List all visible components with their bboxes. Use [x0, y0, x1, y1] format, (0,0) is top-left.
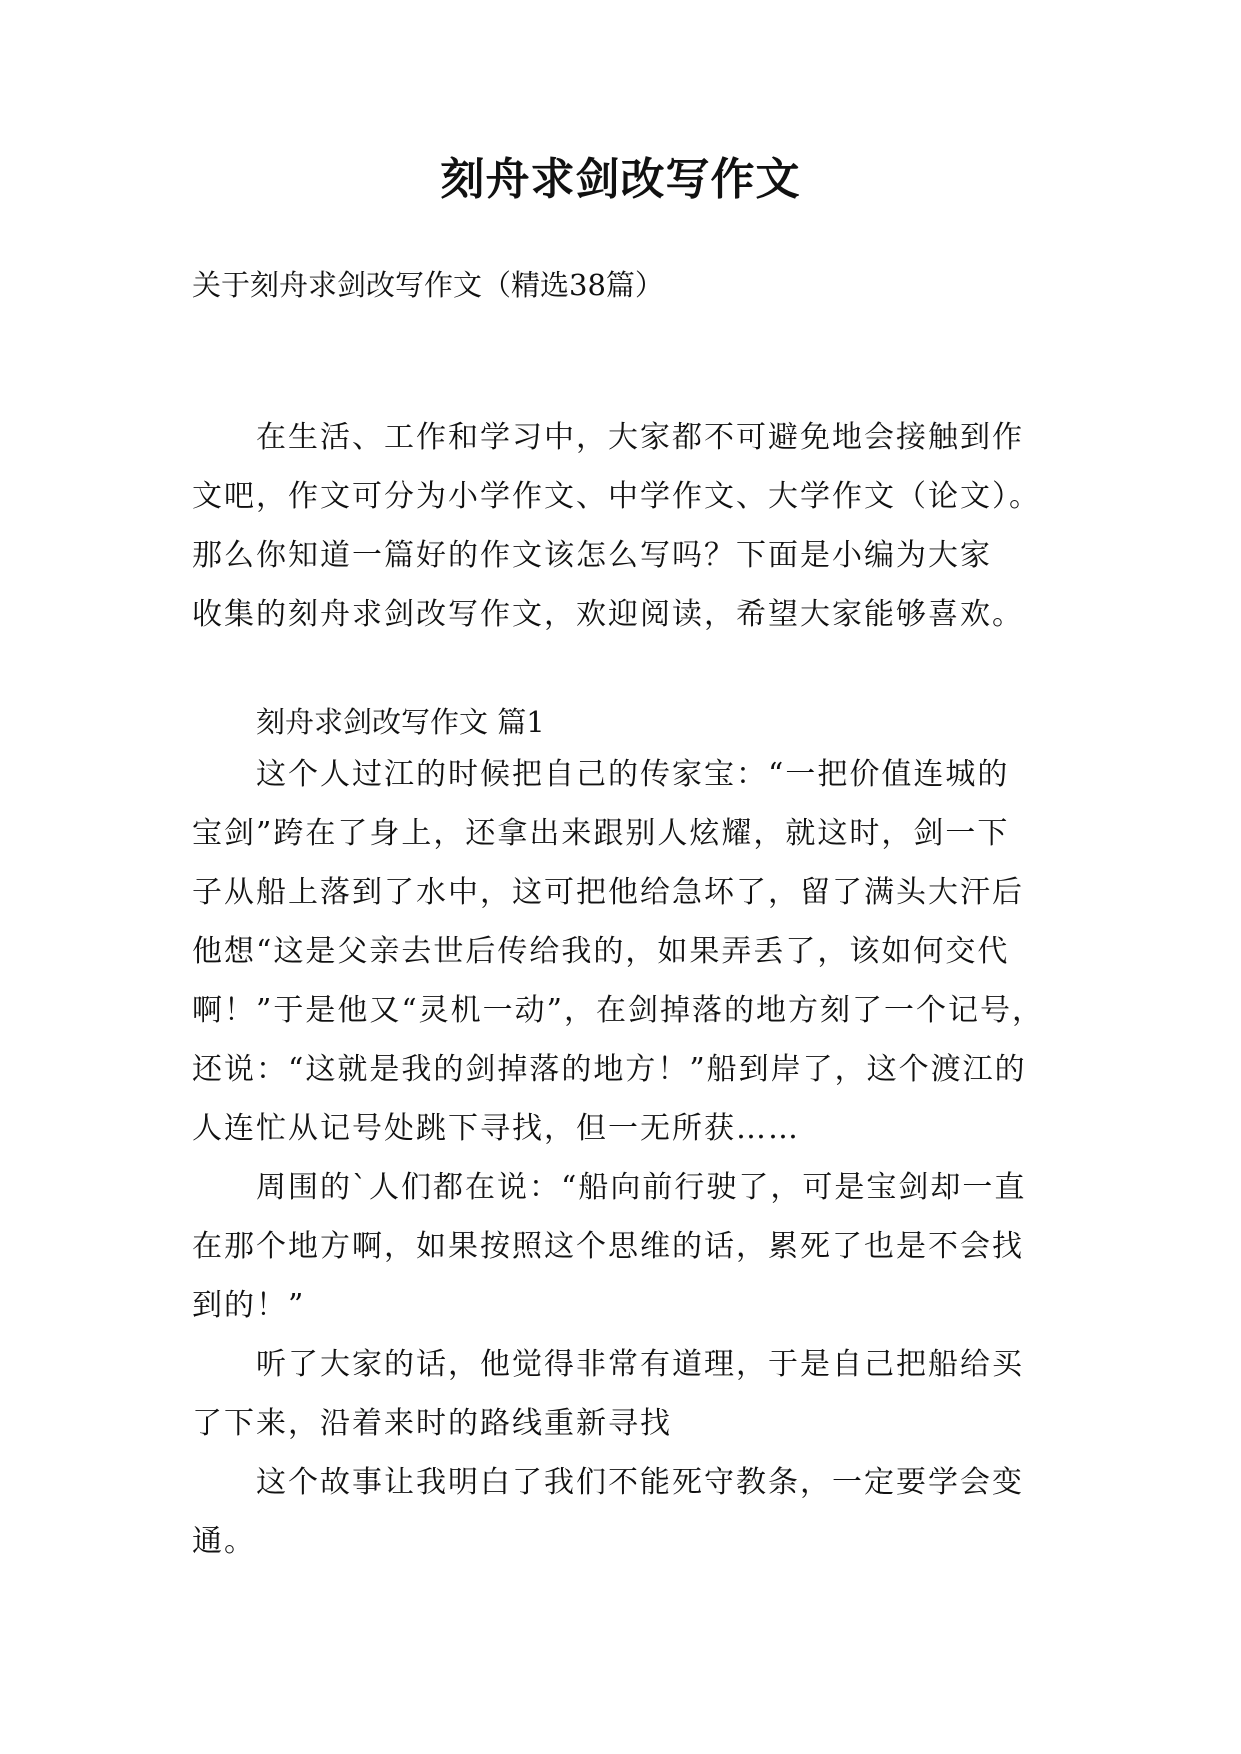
paragraph-line: 在那个地方啊，如果按照这个思维的话，累死了也是不会找: [192, 1229, 1024, 1264]
paragraph-line: 还说：“这就是我的剑掉落的地方！”船到岸了，这个渡江的: [192, 1052, 1027, 1087]
paragraph-line: 子从船上落到了水中，这可把他给急坏了，留了满头大汗后: [192, 875, 1024, 910]
document-subtitle: 关于刻舟求剑改写作文（精选38篇）: [192, 268, 664, 302]
paragraph-line: 听了大家的话，他觉得非常有道理，于是自己把船给买: [256, 1347, 1024, 1382]
paragraph-line: 啊！”于是他又“灵机一动”，在剑掉落的地方刻了一个记号，: [192, 993, 1045, 1028]
section-heading: 刻舟求剑改写作文 篇1: [256, 705, 545, 739]
paragraph-line: 收集的刻舟求剑改写作文，欢迎阅读，希望大家能够喜欢。: [192, 597, 1024, 632]
document-title: 刻舟求剑改写作文: [440, 154, 801, 205]
paragraph-line: 文吧，作文可分为小学作文、中学作文、大学作文（论文）。: [192, 479, 1041, 514]
paragraph-line: 这个故事让我明白了我们不能死守教条，一定要学会变: [256, 1465, 1024, 1500]
paragraph-line: 宝剑”跨在了身上，还拿出来跟别人炫耀，就这时，剑一下: [192, 816, 1010, 851]
paragraph-line: 他想“这是父亲去世后传给我的，如果弄丢了，该如何交代: [192, 934, 1010, 969]
paragraph-line: 通。: [192, 1524, 256, 1559]
paragraph-line: 人连忙从记号处跳下寻找，但一无所获……: [192, 1111, 800, 1146]
intro-paragraph: [192, 408, 1062, 644]
story-body: [192, 745, 1062, 1571]
paragraph-line: 在生活、工作和学习中，大家都不可避免地会接触到作: [256, 420, 1024, 455]
paragraph-line: 到的！”: [192, 1288, 306, 1323]
paragraph-line: 了下来，沿着来时的路线重新寻找: [192, 1406, 672, 1441]
paragraph-line: 这个人过江的时候把自己的传家宝：“一把价值连城的: [256, 757, 1010, 792]
paragraph-line: 周围的`人们都在说：“船向前行驶了，可是宝剑却一直: [256, 1170, 1027, 1205]
paragraph-line: 那么你知道一篇好的作文该怎么写吗？下面是小编为大家: [192, 538, 992, 573]
